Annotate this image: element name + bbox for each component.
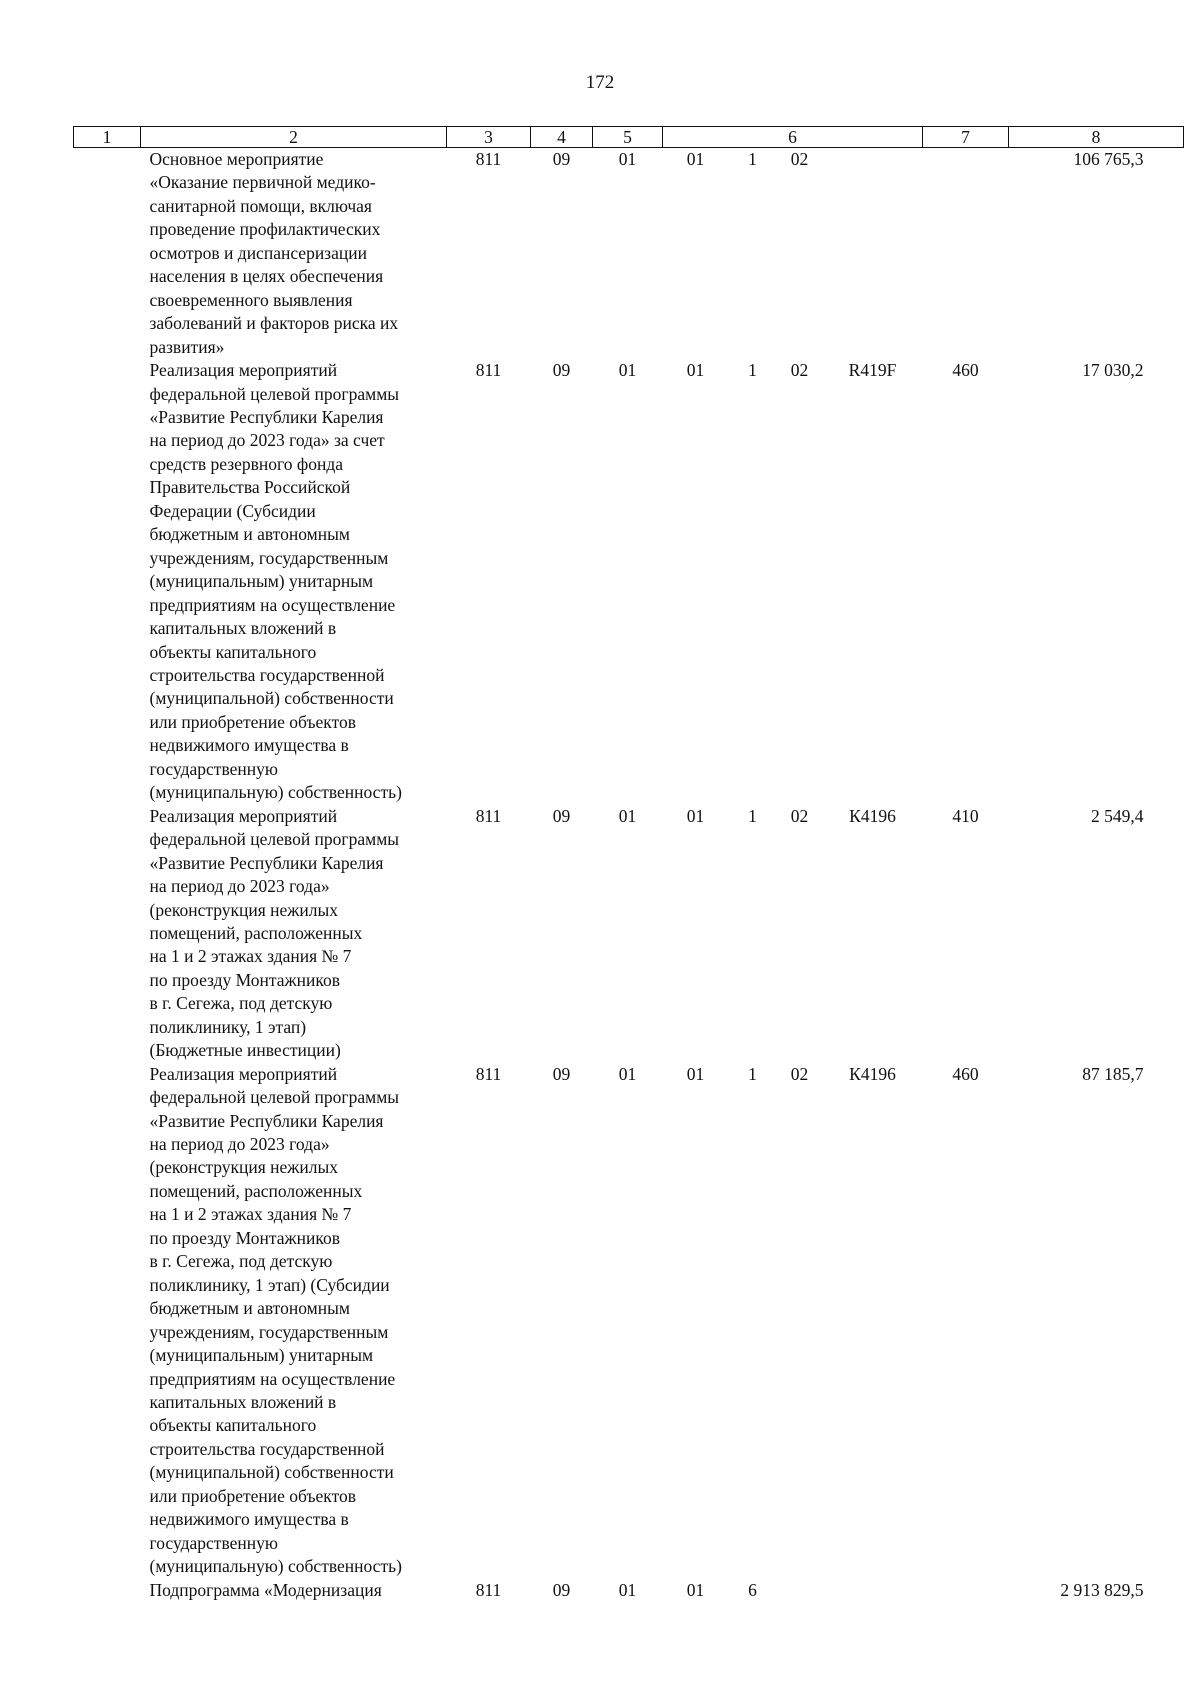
expense-type-cell: 460 — [952, 360, 979, 381]
program-code: 01 — [686, 1579, 705, 1600]
column-header-4: 4 — [531, 127, 593, 148]
expense-type-cell: 410 — [952, 805, 979, 826]
table-row — [74, 1579, 1184, 1602]
activity-code: 02 — [790, 360, 809, 381]
target-article-cell — [663, 1063, 923, 1579]
column-header-2: 2 — [141, 127, 447, 148]
subprogram-code: 1 — [748, 805, 757, 826]
column-header-3: 3 — [447, 127, 531, 148]
code-cell-4: 09 — [552, 1063, 571, 1084]
code-cell-3: 811 — [475, 149, 502, 169]
target-article-cell — [663, 359, 923, 805]
item-description: Реализация мероприятий федеральной целевой программы «Развитие Республики Карелия на период до 2023 года» за счет средств резервного фонда Правительства Российской Федерации (Субсидии бюджетным и автономным учреждениям, государственным (муниципальным) унитарным предприятиям на осуществление капитальных вложений в объекты капитального строительства государственной (муниципальной) собственности или приобретение объектов недвижимого имущества в государственную (муниципальную) собственность) — [149, 360, 402, 803]
code-cell-3: 811 — [475, 360, 502, 381]
table-row — [74, 359, 1184, 805]
row-number-cell — [74, 1063, 141, 1579]
amount-cell: 2 549,4 — [1091, 805, 1144, 826]
column-header-7: 7 — [923, 127, 1009, 148]
program-code: 01 — [686, 805, 705, 826]
target-article-parts — [663, 148, 923, 171]
target-article-parts — [663, 359, 923, 382]
amount-cell: 106 765,3 — [1073, 149, 1144, 169]
column-header-6: 6 — [663, 127, 923, 148]
column-header-5: 5 — [593, 127, 663, 148]
item-description: Основное мероприятие «Оказание первичной медико- санитарной помощи, включая проведение профилактических осмотров и диспансеризации населения в целях обеспечения своевременного выявления заболеваний и факторов риска их развития» — [149, 149, 399, 357]
amount-cell: 87 185,7 — [1082, 1063, 1144, 1084]
code-cell-5: 01 — [618, 360, 637, 381]
expense-type-cell — [923, 148, 1009, 360]
subprogram-code: 6 — [748, 1579, 757, 1600]
code-cell-5: 01 — [618, 805, 637, 826]
subprogram-code: 1 — [748, 360, 757, 381]
item-description: Реализация мероприятий федеральной целевой программы «Развитие Республики Карелия на период до 2023 года» (реконструкция нежилых помещений, расположенных на 1 и 2 этажах здания № 7 по проезду Монтажников в г. Сегежа, под детскую поликлинику, 1 этап) (Бюджетные инвестиции) — [149, 805, 400, 1061]
row-number-cell — [74, 148, 141, 360]
amount-cell: 17 030,2 — [1082, 360, 1144, 381]
table-row — [74, 805, 1184, 1063]
row-number-cell — [74, 1579, 141, 1602]
column-header-1: 1 — [74, 127, 141, 148]
target-article-cell — [663, 148, 923, 360]
direction-code: К4196 — [849, 805, 896, 826]
target-article-parts — [663, 805, 923, 828]
direction-code: R419F — [848, 360, 897, 381]
target-article-cell — [663, 805, 923, 1063]
target-article-parts — [663, 1579, 923, 1602]
amount-cell: 2 913 829,5 — [1060, 1579, 1144, 1600]
program-code: 01 — [686, 1063, 705, 1084]
row-number-cell — [74, 359, 141, 805]
column-header-8: 8 — [1009, 127, 1184, 148]
direction-code: К4196 — [849, 1063, 896, 1084]
activity-code: 02 — [790, 1063, 809, 1084]
code-cell-5: 01 — [618, 1063, 637, 1084]
expense-type-cell: 460 — [952, 1063, 979, 1084]
row-number-cell — [74, 805, 141, 1063]
activity-code: 02 — [790, 149, 809, 169]
budget-table — [73, 126, 1184, 1602]
code-cell-4: 09 — [552, 360, 571, 381]
page-number: 172 — [585, 72, 615, 93]
code-cell-5: 01 — [618, 1579, 637, 1600]
program-code: 01 — [686, 149, 705, 169]
table-body — [74, 148, 1184, 1603]
code-cell-3: 811 — [475, 1063, 502, 1084]
code-cell-4: 09 — [552, 149, 571, 169]
code-cell-3: 811 — [475, 805, 502, 826]
activity-code: 02 — [790, 805, 809, 826]
table-row — [74, 148, 1184, 360]
target-article-cell — [663, 1579, 923, 1602]
table-row — [74, 1063, 1184, 1579]
subprogram-code: 1 — [748, 1063, 757, 1084]
code-cell-4: 09 — [552, 1579, 571, 1600]
item-description: Реализация мероприятий федеральной целевой программы «Развитие Республики Карелия на период до 2023 года» (реконструкция нежилых помещений, расположенных на 1 и 2 этажах здания № 7 по проезду Монтажников в г. Сегежа, под детскую поликлинику, 1 этап) (Субсидии бюджетным и автономным учреждениям, государственным (муниципальным) унитарным предприятиям на осуществление капитальных вложений в объекты капитального строительства государственной (муниципальной) собственности или приобретение объектов недвижимого имущества в государственную (муниципальную) собственность) — [149, 1063, 402, 1577]
header-row — [74, 127, 1184, 148]
subprogram-code: 1 — [748, 149, 757, 169]
program-code: 01 — [686, 360, 705, 381]
target-article-parts — [663, 1063, 923, 1086]
code-cell-5: 01 — [618, 149, 637, 169]
code-cell-4: 09 — [552, 805, 571, 826]
expense-type-cell — [923, 1579, 1009, 1602]
item-description: Подпрограмма «Модернизация — [149, 1579, 382, 1600]
code-cell-3: 811 — [475, 1579, 502, 1600]
